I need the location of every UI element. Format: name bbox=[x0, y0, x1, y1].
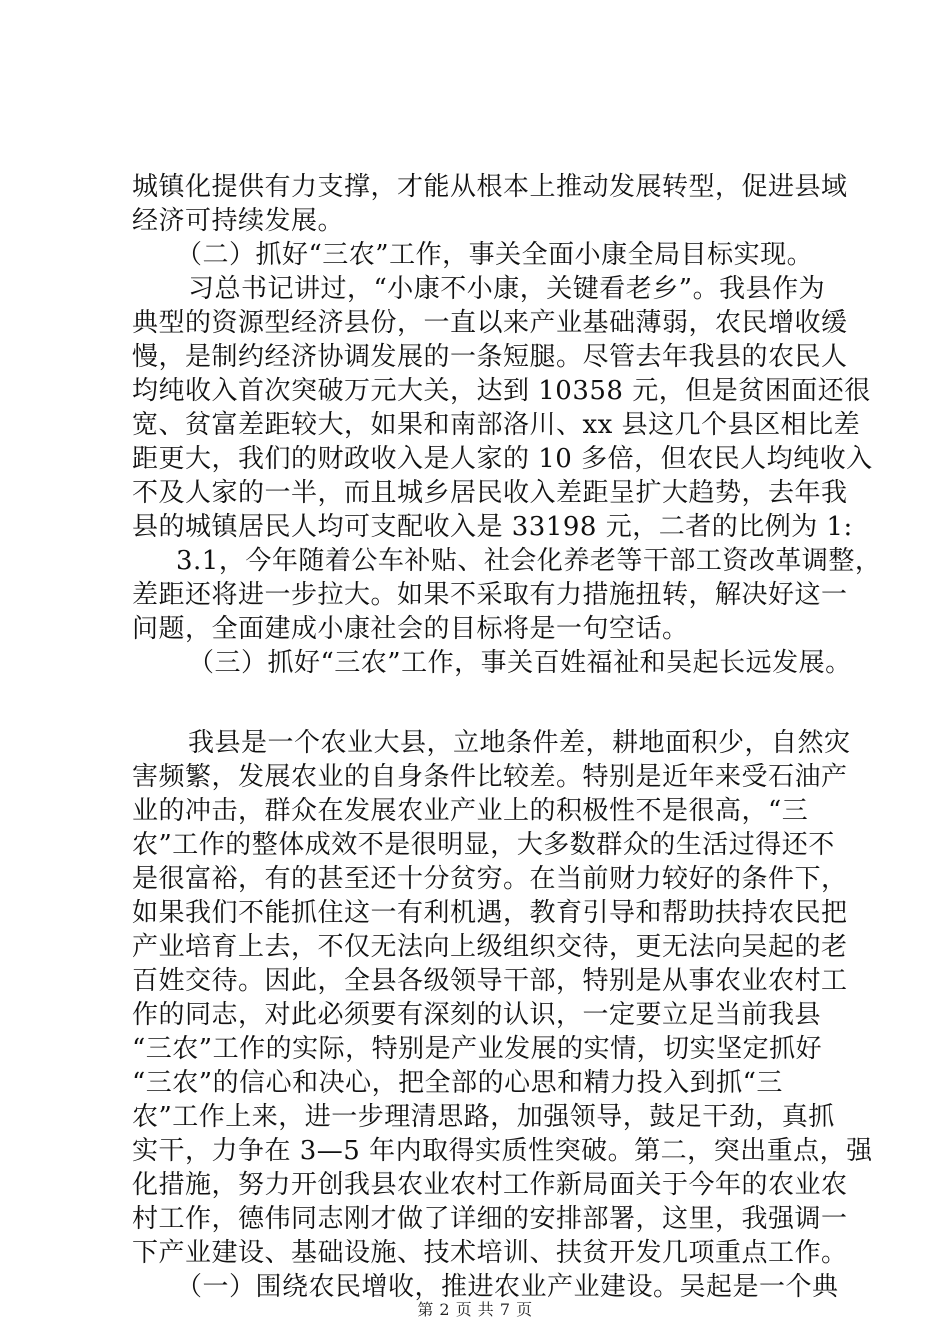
body-line: 是很富裕，有的甚至还十分贫穷。在当前财力较好的条件下， bbox=[132, 864, 848, 894]
page-number-footer: 第 2 页 共 7 页 bbox=[417, 1300, 533, 1319]
body-line: “三农”工作的实际，特别是产业发展的实情，切实坚定抓好 bbox=[132, 1034, 823, 1064]
body-line: 典型的资源型经济县份，一直以来产业基础薄弱，农民增收缓 bbox=[132, 308, 848, 338]
body-line: 慢，是制约经济协调发展的一条短腿。尽管去年我县的农民人 bbox=[132, 342, 848, 372]
body-line: 县的城镇居民人均可支配收入是 33198 元，二者的比例为 1: bbox=[132, 512, 853, 542]
body-line: 距更大，我们的财政收入是人家的 10 多倍，但农民人均纯收入 bbox=[132, 444, 873, 474]
body-line: 农”工作上来，进一步理清思路，加强领导，鼓足干劲，真抓 bbox=[132, 1102, 835, 1132]
body-line: 差距还将进一步拉大。如果不采取有力措施扭转，解决好这一 bbox=[132, 580, 848, 610]
paragraph-start: 习总书记讲过，“小康不小康，关键看老乡”。我县作为 bbox=[188, 274, 826, 304]
body-line: 下产业建设、基础设施、技术培训、扶贫开发几项重点工作。 bbox=[132, 1238, 848, 1268]
body-line: 害频繁，发展农业的自身条件比较差。特别是近年来受石油产 bbox=[132, 762, 848, 792]
body-line: 农”工作的整体成效不是很明显，大多数群众的生活过得还不 bbox=[132, 830, 835, 860]
section-heading-two: （二）抓好“三农”工作，事关全面小康全局目标实现。 bbox=[176, 240, 814, 270]
body-line: 化措施，努力开创我县农业农村工作新局面关于今年的农业农 bbox=[132, 1170, 848, 1200]
document-body bbox=[132, 170, 882, 1304]
body-line: 经济可持续发展。 bbox=[132, 206, 345, 236]
paragraph-start: 我县是一个农业大县，立地条件差，耕地面积少，自然灾 bbox=[188, 728, 851, 758]
body-line: 产业培育上去，不仅无法向上级组织交待，更无法向吴起的老 bbox=[132, 932, 848, 962]
body-line: 如果我们不能抓住这一有利机遇，教育引导和帮助扶持农民把 bbox=[132, 898, 848, 928]
body-line: 业的冲击，群众在发展农业产业上的积极性不是很高，“三 bbox=[132, 796, 809, 826]
section-heading-one: （一）围绕农民增收，推进农业产业建设。吴起是一个典 bbox=[176, 1272, 839, 1302]
section-heading-three: （三）抓好“三农”工作，事关百姓福祉和吴起长远发展。 bbox=[188, 648, 852, 678]
body-line: “三农”的信心和决心，把全部的心思和精力投入到抓“三 bbox=[132, 1068, 783, 1098]
body-line: 村工作，德伟同志刚才做了详细的安排部署，这里，我强调一 bbox=[132, 1204, 848, 1234]
body-line: 作的同志，对此必须要有深刻的认识，一定要立足当前我县 bbox=[132, 1000, 822, 1030]
body-line: 城镇化提供有力支撑，才能从根本上推动发展转型，促进县域 bbox=[132, 172, 848, 202]
body-line: 均纯收入首次突破万元大关，达到 10358 元，但是贫困面还很 bbox=[132, 376, 871, 406]
body-line: 问题，全面建成小康社会的目标将是一句空话。 bbox=[132, 614, 689, 644]
body-line: 宽、贫富差距较大，如果和南部洛川、xx 县这几个县区相比差 bbox=[132, 410, 861, 440]
paragraph-start: 3.1，今年随着公车补贴、社会化养老等干部工资改革调整， bbox=[176, 546, 882, 576]
body-line: 实干，力争在 3—5 年内取得实质性突破。第二，突出重点，强 bbox=[132, 1136, 873, 1166]
body-line: 百姓交待。因此，全县各级领导干部，特别是从事农业农村工 bbox=[132, 966, 848, 996]
paragraph-gap bbox=[132, 680, 832, 726]
body-line: 不及人家的一半，而且城乡居民收入差距呈扩大趋势，去年我 bbox=[132, 478, 848, 508]
